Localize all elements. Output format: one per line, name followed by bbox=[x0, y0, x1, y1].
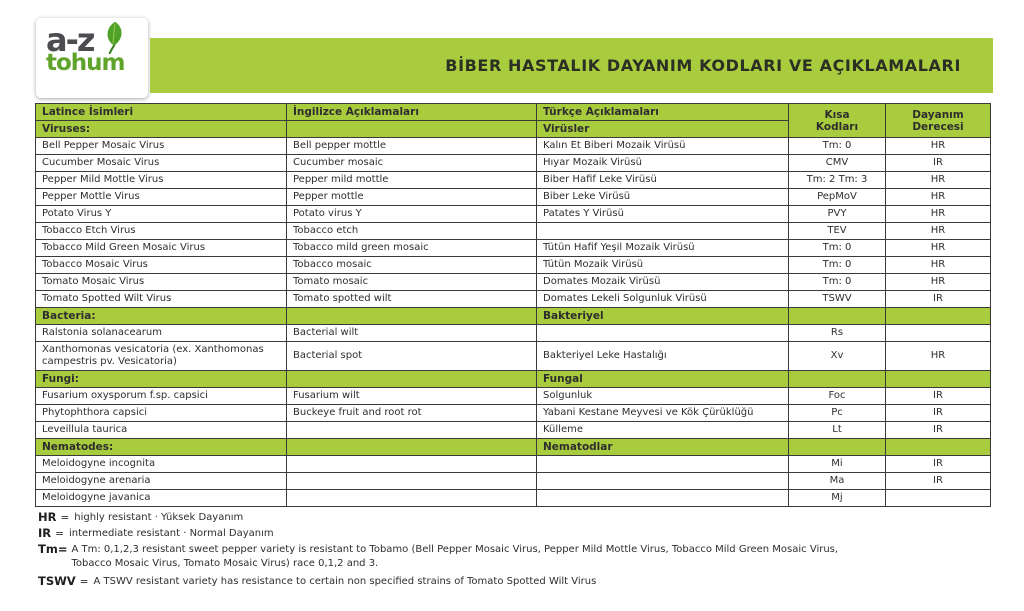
cell-english: Fusarium wilt bbox=[287, 388, 537, 405]
cell-code: Xv bbox=[789, 342, 886, 371]
section-label-latin: Viruses: bbox=[36, 121, 287, 138]
cell-degree: HR bbox=[886, 206, 991, 223]
cell-english bbox=[287, 473, 537, 490]
cell-english: Tomato spotted wilt bbox=[287, 291, 537, 308]
col-header-degree-line2: Derecesi bbox=[912, 120, 964, 133]
table-row bbox=[36, 325, 991, 342]
cell-code: Foc bbox=[789, 388, 886, 405]
cell-code: Mj bbox=[789, 490, 886, 507]
cell-latin: Phytophthora capsici bbox=[36, 405, 287, 422]
cell-latin: Leveillula taurica bbox=[36, 422, 287, 439]
cell-latin: Fusarium oxysporum f.sp. capsici bbox=[36, 388, 287, 405]
cell-turkish bbox=[537, 456, 789, 473]
table-row bbox=[36, 257, 991, 274]
cell-english: Tobacco mosaic bbox=[287, 257, 537, 274]
cell-degree: IR bbox=[886, 473, 991, 490]
cell-latin: Ralstonia solanacearum bbox=[36, 325, 287, 342]
cell-degree bbox=[886, 325, 991, 342]
cell-turkish: Tütün Hafif Yeşil Mozaik Virüsü bbox=[537, 240, 789, 257]
section-label-latin: Nematodes: bbox=[36, 439, 287, 456]
cell-latin: Xanthomonas vesicatoria (ex. Xanthomonas campestris pv. Vesicatoria) bbox=[36, 342, 287, 371]
cell-turkish: Patates Y Virüsü bbox=[537, 206, 789, 223]
table-row bbox=[36, 189, 991, 206]
cell-degree bbox=[886, 490, 991, 507]
cell-latin: Tobacco Mild Green Mosaic Virus bbox=[36, 240, 287, 257]
cell-code: Tm: 0 bbox=[789, 257, 886, 274]
section-cell-empty bbox=[886, 371, 991, 388]
legend-text: highly resistant · Yüksek Dayanım bbox=[74, 512, 244, 523]
company-logo bbox=[36, 18, 148, 98]
table-row bbox=[36, 456, 991, 473]
leaf-icon bbox=[92, 20, 126, 54]
cell-degree: IR bbox=[886, 388, 991, 405]
cell-turkish: Biber Hafif Leke Virüsü bbox=[537, 172, 789, 189]
legend-text-line2: Tobacco Mosaic Virus, Tomato Mosaic Virus) race 0,1,2 and 3. bbox=[71, 558, 379, 569]
cell-code: PVY bbox=[789, 206, 886, 223]
logo-az-text: a-z bbox=[46, 21, 94, 59]
col-header-code-line1: Kısa bbox=[824, 108, 850, 121]
legend bbox=[38, 512, 988, 592]
table-row bbox=[36, 473, 991, 490]
section-label-turkish: Fungal bbox=[537, 371, 789, 388]
cell-latin: Tomato Mosaic Virus bbox=[36, 274, 287, 291]
table-header-row bbox=[36, 104, 991, 121]
table-row bbox=[36, 342, 991, 371]
table-row bbox=[36, 223, 991, 240]
col-header-english: İngilizce Açıklamaları bbox=[287, 104, 537, 121]
cell-english: Tobacco etch bbox=[287, 223, 537, 240]
section-cell-empty bbox=[287, 439, 537, 456]
page-title: BİBER HASTALIK DAYANIM KODLARI VE AÇIKLAMALARI bbox=[445, 56, 961, 75]
cell-latin: Bell Pepper Mosaic Virus bbox=[36, 138, 287, 155]
section-label-turkish: Bakteriyel bbox=[537, 308, 789, 325]
cell-latin: Meloidogyne javanica bbox=[36, 490, 287, 507]
cell-degree: HR bbox=[886, 274, 991, 291]
section-label-latin: Fungi: bbox=[36, 371, 287, 388]
cell-english: Pepper mild mottle bbox=[287, 172, 537, 189]
section-row bbox=[36, 371, 991, 388]
cell-english: Tomato mosaic bbox=[287, 274, 537, 291]
cell-code: CMV bbox=[789, 155, 886, 172]
table-row bbox=[36, 138, 991, 155]
cell-latin: Cucumber Mosaic Virus bbox=[36, 155, 287, 172]
legend-text: intermediate resistant · Normal Dayanım bbox=[68, 528, 274, 539]
cell-english: Bell pepper mottle bbox=[287, 138, 537, 155]
section-row bbox=[36, 308, 991, 325]
cell-turkish: Hıyar Mozaik Virüsü bbox=[537, 155, 789, 172]
cell-code: Pc bbox=[789, 405, 886, 422]
section-label-turkish: Nematodlar bbox=[537, 439, 789, 456]
legend-separator: = bbox=[60, 512, 70, 524]
legend-item-tm bbox=[38, 544, 988, 572]
section-cell-empty bbox=[886, 308, 991, 325]
cell-degree: IR bbox=[886, 422, 991, 439]
col-header-code-line2: Kodları bbox=[815, 120, 859, 133]
cell-degree: HR bbox=[886, 257, 991, 274]
cell-latin: Pepper Mild Mottle Virus bbox=[36, 172, 287, 189]
cell-degree: IR bbox=[886, 456, 991, 473]
cell-degree: HR bbox=[886, 223, 991, 240]
legend-term: IR bbox=[38, 526, 52, 540]
cell-degree: IR bbox=[886, 291, 991, 308]
cell-turkish bbox=[537, 473, 789, 490]
legend-text bbox=[71, 544, 838, 572]
table-row bbox=[36, 490, 991, 507]
section-label-latin: Bacteria: bbox=[36, 308, 287, 325]
cell-degree: IR bbox=[886, 155, 991, 172]
col-header-latin: Latince İsimleri bbox=[36, 104, 287, 121]
legend-term: TSWV bbox=[38, 574, 76, 588]
cell-english bbox=[287, 490, 537, 507]
table-row bbox=[36, 388, 991, 405]
table-row bbox=[36, 291, 991, 308]
cell-latin: Meloidogyne incognita bbox=[36, 456, 287, 473]
legend-separator: = bbox=[79, 576, 89, 588]
cell-turkish: Biber Leke Virüsü bbox=[537, 189, 789, 206]
cell-degree: HR bbox=[886, 138, 991, 155]
section-cell-empty bbox=[287, 308, 537, 325]
cell-turkish: Solgunluk bbox=[537, 388, 789, 405]
title-bar bbox=[150, 38, 993, 93]
cell-degree: IR bbox=[886, 405, 991, 422]
cell-turkish: Domates Lekeli Solgunluk Virüsü bbox=[537, 291, 789, 308]
cell-code: PepMoV bbox=[789, 189, 886, 206]
cell-english: Buckeye fruit and root rot bbox=[287, 405, 537, 422]
section-label-turkish: Virüsler bbox=[537, 121, 789, 138]
section-cell-empty bbox=[886, 439, 991, 456]
cell-latin: Pepper Mottle Virus bbox=[36, 189, 287, 206]
legend-term: HR bbox=[38, 510, 57, 524]
cell-code: Lt bbox=[789, 422, 886, 439]
table-row bbox=[36, 274, 991, 291]
cell-degree: HR bbox=[886, 189, 991, 206]
table-row bbox=[36, 155, 991, 172]
section-cell-empty bbox=[789, 371, 886, 388]
cell-code: Tm: 0 bbox=[789, 138, 886, 155]
section-cell-empty bbox=[287, 121, 537, 138]
cell-latin: Tomato Spotted Wilt Virus bbox=[36, 291, 287, 308]
table-row bbox=[36, 206, 991, 223]
legend-term: Tm= bbox=[38, 542, 68, 556]
cell-english bbox=[287, 456, 537, 473]
cell-english: Tobacco mild green mosaic bbox=[287, 240, 537, 257]
cell-turkish bbox=[537, 325, 789, 342]
legend-text-line1: A Tm: 0,1,2,3 resistant sweet pepper variety is resistant to Tobamo (Bell Pepper Mosaic Virus, Pepper Mild Mottle Virus, Tobacco Mild Green Mosaic Virus, bbox=[71, 544, 839, 555]
cell-turkish: Bakteriyel Leke Hastalığı bbox=[537, 342, 789, 371]
legend-text: A TSWV resistant variety has resistance to certain non specified strains of Tomato Spotted Wilt Virus bbox=[93, 576, 597, 587]
cell-english bbox=[287, 422, 537, 439]
section-cell-empty bbox=[287, 371, 537, 388]
cell-english: Bacterial spot bbox=[287, 342, 537, 371]
section-cell-empty bbox=[789, 308, 886, 325]
cell-code: Rs bbox=[789, 325, 886, 342]
section-row bbox=[36, 439, 991, 456]
cell-code: TSWV bbox=[789, 291, 886, 308]
logo-tohum-text: tohum bbox=[46, 50, 125, 76]
col-header-turkish: Türkçe Açıklamaları bbox=[537, 104, 789, 121]
cell-english: Bacterial wilt bbox=[287, 325, 537, 342]
cell-turkish: Domates Mozaik Virüsü bbox=[537, 274, 789, 291]
table-row bbox=[36, 405, 991, 422]
cell-code: Mi bbox=[789, 456, 886, 473]
table-container bbox=[35, 103, 990, 507]
table-row bbox=[36, 240, 991, 257]
cell-degree: HR bbox=[886, 172, 991, 189]
cell-code: Tm: 0 bbox=[789, 240, 886, 257]
cell-latin: Tobacco Mosaic Virus bbox=[36, 257, 287, 274]
cell-latin: Meloidogyne arenaria bbox=[36, 473, 287, 490]
cell-turkish: Tütün Mozaik Virüsü bbox=[537, 257, 789, 274]
cell-latin: Potato Virus Y bbox=[36, 206, 287, 223]
legend-item-tswv bbox=[38, 576, 988, 588]
cell-english: Pepper mottle bbox=[287, 189, 537, 206]
cell-degree: HR bbox=[886, 240, 991, 257]
cell-code: Tm: 2 Tm: 3 bbox=[789, 172, 886, 189]
table-row bbox=[36, 422, 991, 439]
cell-code: Tm: 0 bbox=[789, 274, 886, 291]
table-row bbox=[36, 172, 991, 189]
cell-turkish: Kalın Et Biberi Mozaik Virüsü bbox=[537, 138, 789, 155]
col-header-degree-line1: Dayanım bbox=[912, 108, 964, 121]
cell-turkish: Yabani Kestane Meyvesi ve Kök Çürüklüğü bbox=[537, 405, 789, 422]
cell-turkish bbox=[537, 490, 789, 507]
cell-english: Potato virus Y bbox=[287, 206, 537, 223]
legend-separator: = bbox=[55, 528, 64, 540]
legend-item-ir bbox=[38, 528, 988, 540]
cell-degree: HR bbox=[886, 342, 991, 371]
col-header-code bbox=[789, 104, 886, 138]
cell-turkish: Külleme bbox=[537, 422, 789, 439]
cell-latin: Tobacco Etch Virus bbox=[36, 223, 287, 240]
col-header-degree bbox=[886, 104, 991, 138]
cell-turkish bbox=[537, 223, 789, 240]
section-cell-empty bbox=[789, 439, 886, 456]
legend-item-hr bbox=[38, 512, 988, 524]
cell-code: TEV bbox=[789, 223, 886, 240]
cell-english: Cucumber mosaic bbox=[287, 155, 537, 172]
disease-table bbox=[35, 103, 991, 507]
cell-code: Ma bbox=[789, 473, 886, 490]
